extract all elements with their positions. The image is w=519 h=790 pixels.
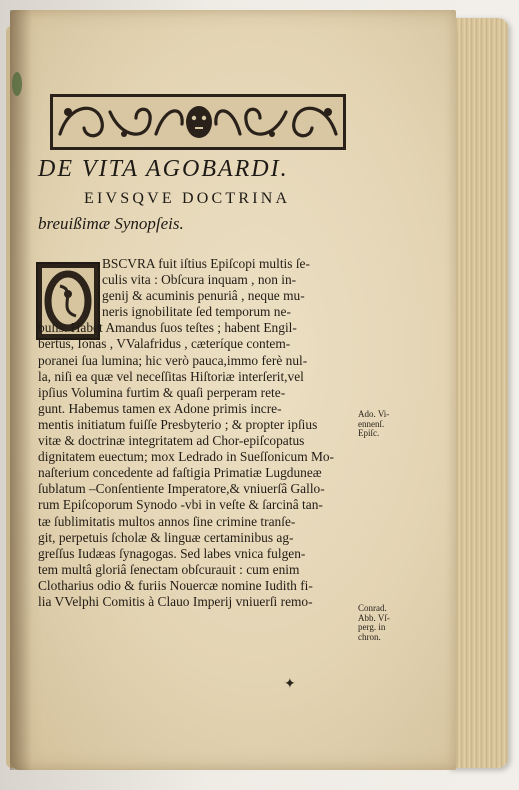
text-line: lia VVelphi Comitis à Clauo Imperij vniuerſi remo- [38, 593, 313, 609]
text-line: git, perpetuis ſcholæ & linguæ certaminibus ag- [38, 529, 294, 545]
text-line: dignitatem euectum; mox Ledrado in Sueſſonicum Mo- [38, 449, 335, 465]
text-line: culis vita : Obſcura inquam , non in- [102, 272, 297, 288]
margin-note-line: Epiſc. [358, 428, 380, 439]
text-line: ipſius Volumina furtim & quaſi perperam rete- [38, 384, 286, 400]
spine-shadow [10, 10, 32, 770]
text-line: Clotharius odio & furiis Nouercæ nomine Iudith fi- [38, 577, 313, 593]
ornamental-headpiece [50, 94, 346, 150]
green-smudge [12, 72, 22, 96]
text-line: la, niſi ea quæ vel neceſſitas Hiſtoriæ interſerit,vel [38, 368, 304, 384]
text-line: neris ignobilitate ſed temporum ne- [102, 304, 291, 320]
body-paragraph [38, 256, 354, 610]
text-line: genij & acuminis penuriâ , neque mu- [102, 288, 305, 304]
margin-note-conrad [358, 604, 390, 642]
fleuron-ornament: ✦ [284, 677, 296, 692]
text-line: bulis. Habet Amandus ſuos teſtes ; habent Engil- [38, 320, 297, 336]
text-line: poranei ſua lumina; hic verò pauca,immo ferè nul- [38, 352, 308, 368]
page-title: DE VITA AGOBARDI. [38, 156, 289, 182]
margin-note-line: Abb. Vſ- [358, 612, 390, 623]
text-line: ſublatum –Conſentiente Imperatore,& vniuerſâ Gallo- [38, 481, 325, 497]
text-line: mentis initiatum fuiſſe Presbyterio ; & propter ipſius [38, 416, 318, 432]
text-line: bertus, Ionas , VValafridus , cæteríque contem- [38, 336, 291, 352]
text-line: greſſus Iudæas ſynagogas. Sed labes vnica fulgen- [38, 545, 306, 561]
text-line: vitæ & doctrinæ integritatem ad Chor-epiſcopatus [38, 433, 305, 449]
text-line: naſterium concedente ad faſtigia Primatiæ Lugduneæ [38, 465, 322, 481]
margin-note-line: chron. [358, 631, 381, 642]
margin-note-line: perg. in [358, 622, 386, 633]
margin-note-line: Ado. Vi- [358, 409, 390, 419]
margin-note-line: Conrad. [358, 603, 387, 613]
subtitle: EIVSQVE DOCTRINA [84, 190, 291, 207]
subtitle-italic: breuißimæ Synopſeis. [38, 214, 184, 233]
text-line: rum Epiſcoporum Synodo -vbi in veſte & ſarcinâ tan- [38, 497, 323, 513]
margin-note-line: ennenſ. [358, 418, 385, 429]
text-line: tæ ſublimitatis multos annos ſine crimine tranſe- [38, 513, 296, 529]
text-line: gunt. Habemus tamen ex Adone primis incre- [38, 400, 282, 416]
margin-note-ado [358, 410, 389, 439]
text-line: BSCVRA fuit iſtius Epiſcopi multis ſe- [102, 256, 310, 271]
text-line: tem multâ gloriâ ſenectam obſcurauit : cum enim [38, 561, 300, 577]
